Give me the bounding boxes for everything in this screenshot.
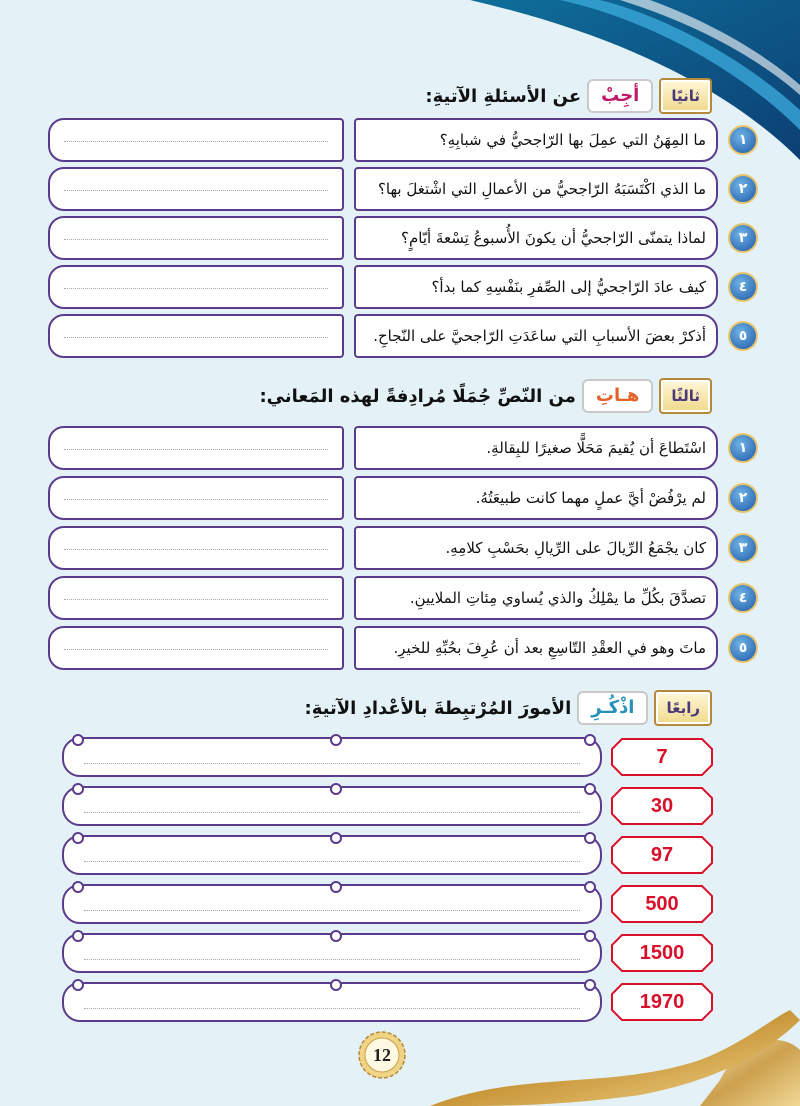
number-value: 30 bbox=[650, 795, 674, 817]
section-3-tag: هـاتِ bbox=[582, 379, 653, 413]
answer-line[interactable] bbox=[62, 933, 602, 973]
meaning-number: ٣ bbox=[728, 533, 758, 563]
question-row bbox=[48, 314, 748, 358]
meaning-text: كان يجْمَعُ الرِّيالَ على الرِّيالِ بحَسْبِ كلامِهِ. bbox=[354, 526, 718, 570]
meaning-row bbox=[48, 626, 748, 670]
meaning-text: لم يرْفُضْ أيَّ عملٍ مهما كانت طبيعَتُهُ. bbox=[354, 476, 718, 520]
number-box bbox=[610, 982, 714, 1022]
question-number: ٣ bbox=[728, 223, 758, 253]
section-2-tag: أجِبْ bbox=[587, 79, 653, 113]
meaning-number: ١ bbox=[728, 433, 758, 463]
number-box bbox=[610, 835, 714, 875]
question-number: ٤ bbox=[728, 272, 758, 302]
section-4-tag: اذْكُـرِ bbox=[577, 691, 648, 725]
section-2-heading: عن الأسئلةِ الآتيةِ: bbox=[425, 85, 582, 107]
answer-field[interactable] bbox=[48, 265, 344, 309]
meaning-number: ٥ bbox=[728, 633, 758, 663]
page-number-badge bbox=[357, 1030, 407, 1080]
question-row bbox=[48, 118, 748, 162]
section-4-heading: الأمورَ المُرْتبِطةَ بالأعْدادِ الآتيةِ: bbox=[304, 697, 572, 719]
question-number: ١ bbox=[728, 125, 758, 155]
answer-line[interactable] bbox=[62, 884, 602, 924]
meaning-row bbox=[48, 476, 748, 520]
number-value: 1970 bbox=[639, 991, 685, 1013]
answer-field[interactable] bbox=[48, 626, 344, 670]
number-box bbox=[610, 884, 714, 924]
number-row bbox=[62, 933, 714, 975]
question-row bbox=[48, 216, 748, 260]
question-text: ما المِهَنُ التي عمِلَ بها الرّاجحيُّ في شبابِهِ؟ bbox=[354, 118, 718, 162]
answer-field[interactable] bbox=[48, 118, 344, 162]
number-row bbox=[62, 982, 714, 1024]
page-number: 12 bbox=[373, 1045, 391, 1065]
number-row bbox=[62, 737, 714, 779]
meaning-row bbox=[48, 576, 748, 620]
question-number: ٥ bbox=[728, 321, 758, 351]
answer-field[interactable] bbox=[48, 167, 344, 211]
section-2-header bbox=[425, 78, 712, 114]
number-row bbox=[62, 884, 714, 926]
answer-line[interactable] bbox=[62, 786, 602, 826]
section-4-header bbox=[305, 690, 712, 726]
meaning-row bbox=[48, 426, 748, 470]
meaning-row bbox=[48, 526, 748, 570]
section-3-heading: من النّصِّ جُمَلًا مُرادِفةً لهذه المَعاني: bbox=[259, 385, 576, 407]
section-4-badge: رابعًا bbox=[654, 690, 712, 726]
meaning-text: اسْتَطاعَ أن يُقيمَ مَحَلًّا صغيرًا للبِقالةِ. bbox=[354, 426, 718, 470]
answer-line[interactable] bbox=[62, 835, 602, 875]
answer-field[interactable] bbox=[48, 576, 344, 620]
question-text: كيف عادَ الرّاجحيُّ إلى الصِّفرِ بنَفْسِهِ كما بدأ؟ bbox=[354, 265, 718, 309]
question-row bbox=[48, 167, 748, 211]
answer-field[interactable] bbox=[48, 526, 344, 570]
section-3-header bbox=[259, 378, 712, 414]
meaning-number: ٤ bbox=[728, 583, 758, 613]
question-text: أذكرْ بعضَ الأسبابِ التي ساعَدَتِ الرّاجحيَّ على النّجاحِ. bbox=[354, 314, 718, 358]
question-number: ٢ bbox=[728, 174, 758, 204]
answer-field[interactable] bbox=[48, 426, 344, 470]
answer-line[interactable] bbox=[62, 737, 602, 777]
answer-field[interactable] bbox=[48, 216, 344, 260]
question-text: لماذا يتمنّى الرّاجحيُّ أن يكونَ الأُسبوعُ تِسْعةَ أيّامٍ؟ bbox=[354, 216, 718, 260]
question-row bbox=[48, 265, 748, 309]
meaning-text: تصدَّقَ بكُلِّ ما يمْلِكُ والذي يُساوي مِئاتِ الملايينِ. bbox=[354, 576, 718, 620]
number-box bbox=[610, 786, 714, 826]
number-box bbox=[610, 933, 714, 973]
answer-field[interactable] bbox=[48, 476, 344, 520]
answer-field[interactable] bbox=[48, 314, 344, 358]
section-3-badge: ثالثًا bbox=[659, 378, 712, 414]
question-text: ما الذي اكْتَسَبَهُ الرّاجحيُّ من الأعمالِ التي اشْتغلَ بها؟ bbox=[354, 167, 718, 211]
answer-line[interactable] bbox=[62, 982, 602, 1022]
meaning-number: ٢ bbox=[728, 483, 758, 513]
number-row bbox=[62, 786, 714, 828]
section-2-badge: ثانيًا bbox=[659, 78, 712, 114]
number-box bbox=[610, 737, 714, 777]
number-value: 500 bbox=[645, 893, 679, 915]
meaning-text: ماتَ وهو في العقْدِ التّاسِعِ بعد أن عُرِفَ بحُبِّهِ للخيرِ. bbox=[354, 626, 718, 670]
number-value: 7 bbox=[656, 746, 668, 768]
number-value: 97 bbox=[650, 844, 674, 866]
number-row bbox=[62, 835, 714, 877]
number-value: 1500 bbox=[639, 942, 685, 964]
